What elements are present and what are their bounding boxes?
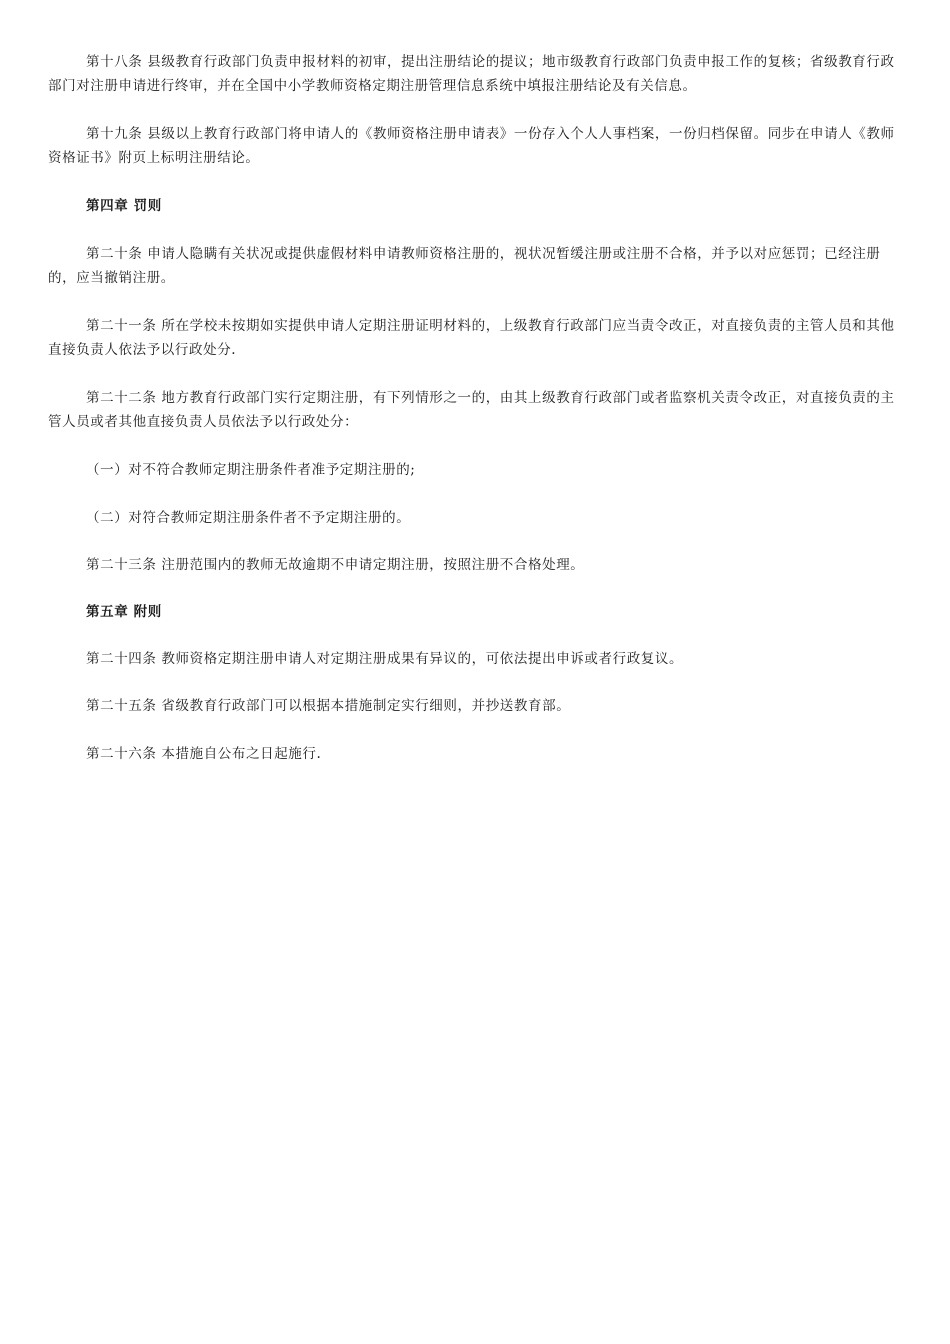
article-22: 第二十二条 地方教育行政部门实行定期注册，有下列情形之一的，由其上级教育行政部门或者监察机关责令改正，对直接负责的主管人员或者其他直接负责人员依法予以行政处分： [48,390,895,430]
article-21: 第二十一条 所在学校未按期如实提供申请人定期注册证明材料的，上级教育行政部门应当责令改正，对直接负责的主管人员和其他直接负责人依法予以行政处分. [48,318,895,358]
article-22-item-2: （二）对符合教师定期注册条件者不予定期注册的。 [86,510,411,526]
chapter-4-heading: 第四章 罚则 [86,198,162,214]
article-20: 第二十条 申请人隐瞒有关状况或提供虚假材料申请教师资格注册的，视状况暂缓注册或注册不合格，并予以对应惩罚；已经注册的，应当撤销注册。 [48,246,881,286]
chapter-5-heading: 第五章 附则 [86,604,162,620]
article-18: 第十八条 县级教育行政部门负责申报材料的初审，提出注册结论的提议；地市级教育行政部门负责申报工作的复核；省级教育行政部门对注册申请进行终审，并在全国中小学教师资格定期注册管理信息系统中填报注册结论及有关信息。 [48,54,895,94]
article-25: 第二十五条 省级教育行政部门可以根据本措施制定实行细则，并抄送教育部。 [86,698,571,714]
article-22-item-1: （一）对不符合教师定期注册条件者准予定期注册的; [86,462,416,478]
article-23: 第二十三条 注册范围内的教师无故逾期不申请定期注册，按照注册不合格处理。 [86,557,585,573]
article-26: 第二十六条 本措施自公布之日起施行. [86,746,322,762]
article-24: 第二十四条 教师资格定期注册申请人对定期注册成果有异议的，可依法提出申诉或者行政复议。 [86,651,684,667]
article-19: 第十九条 县级以上教育行政部门将申请人的《教师资格注册申请表》一份存入个人人事档案，一份归档保留。同步在申请人《教师资格证书》附页上标明注册结论。 [48,126,895,166]
